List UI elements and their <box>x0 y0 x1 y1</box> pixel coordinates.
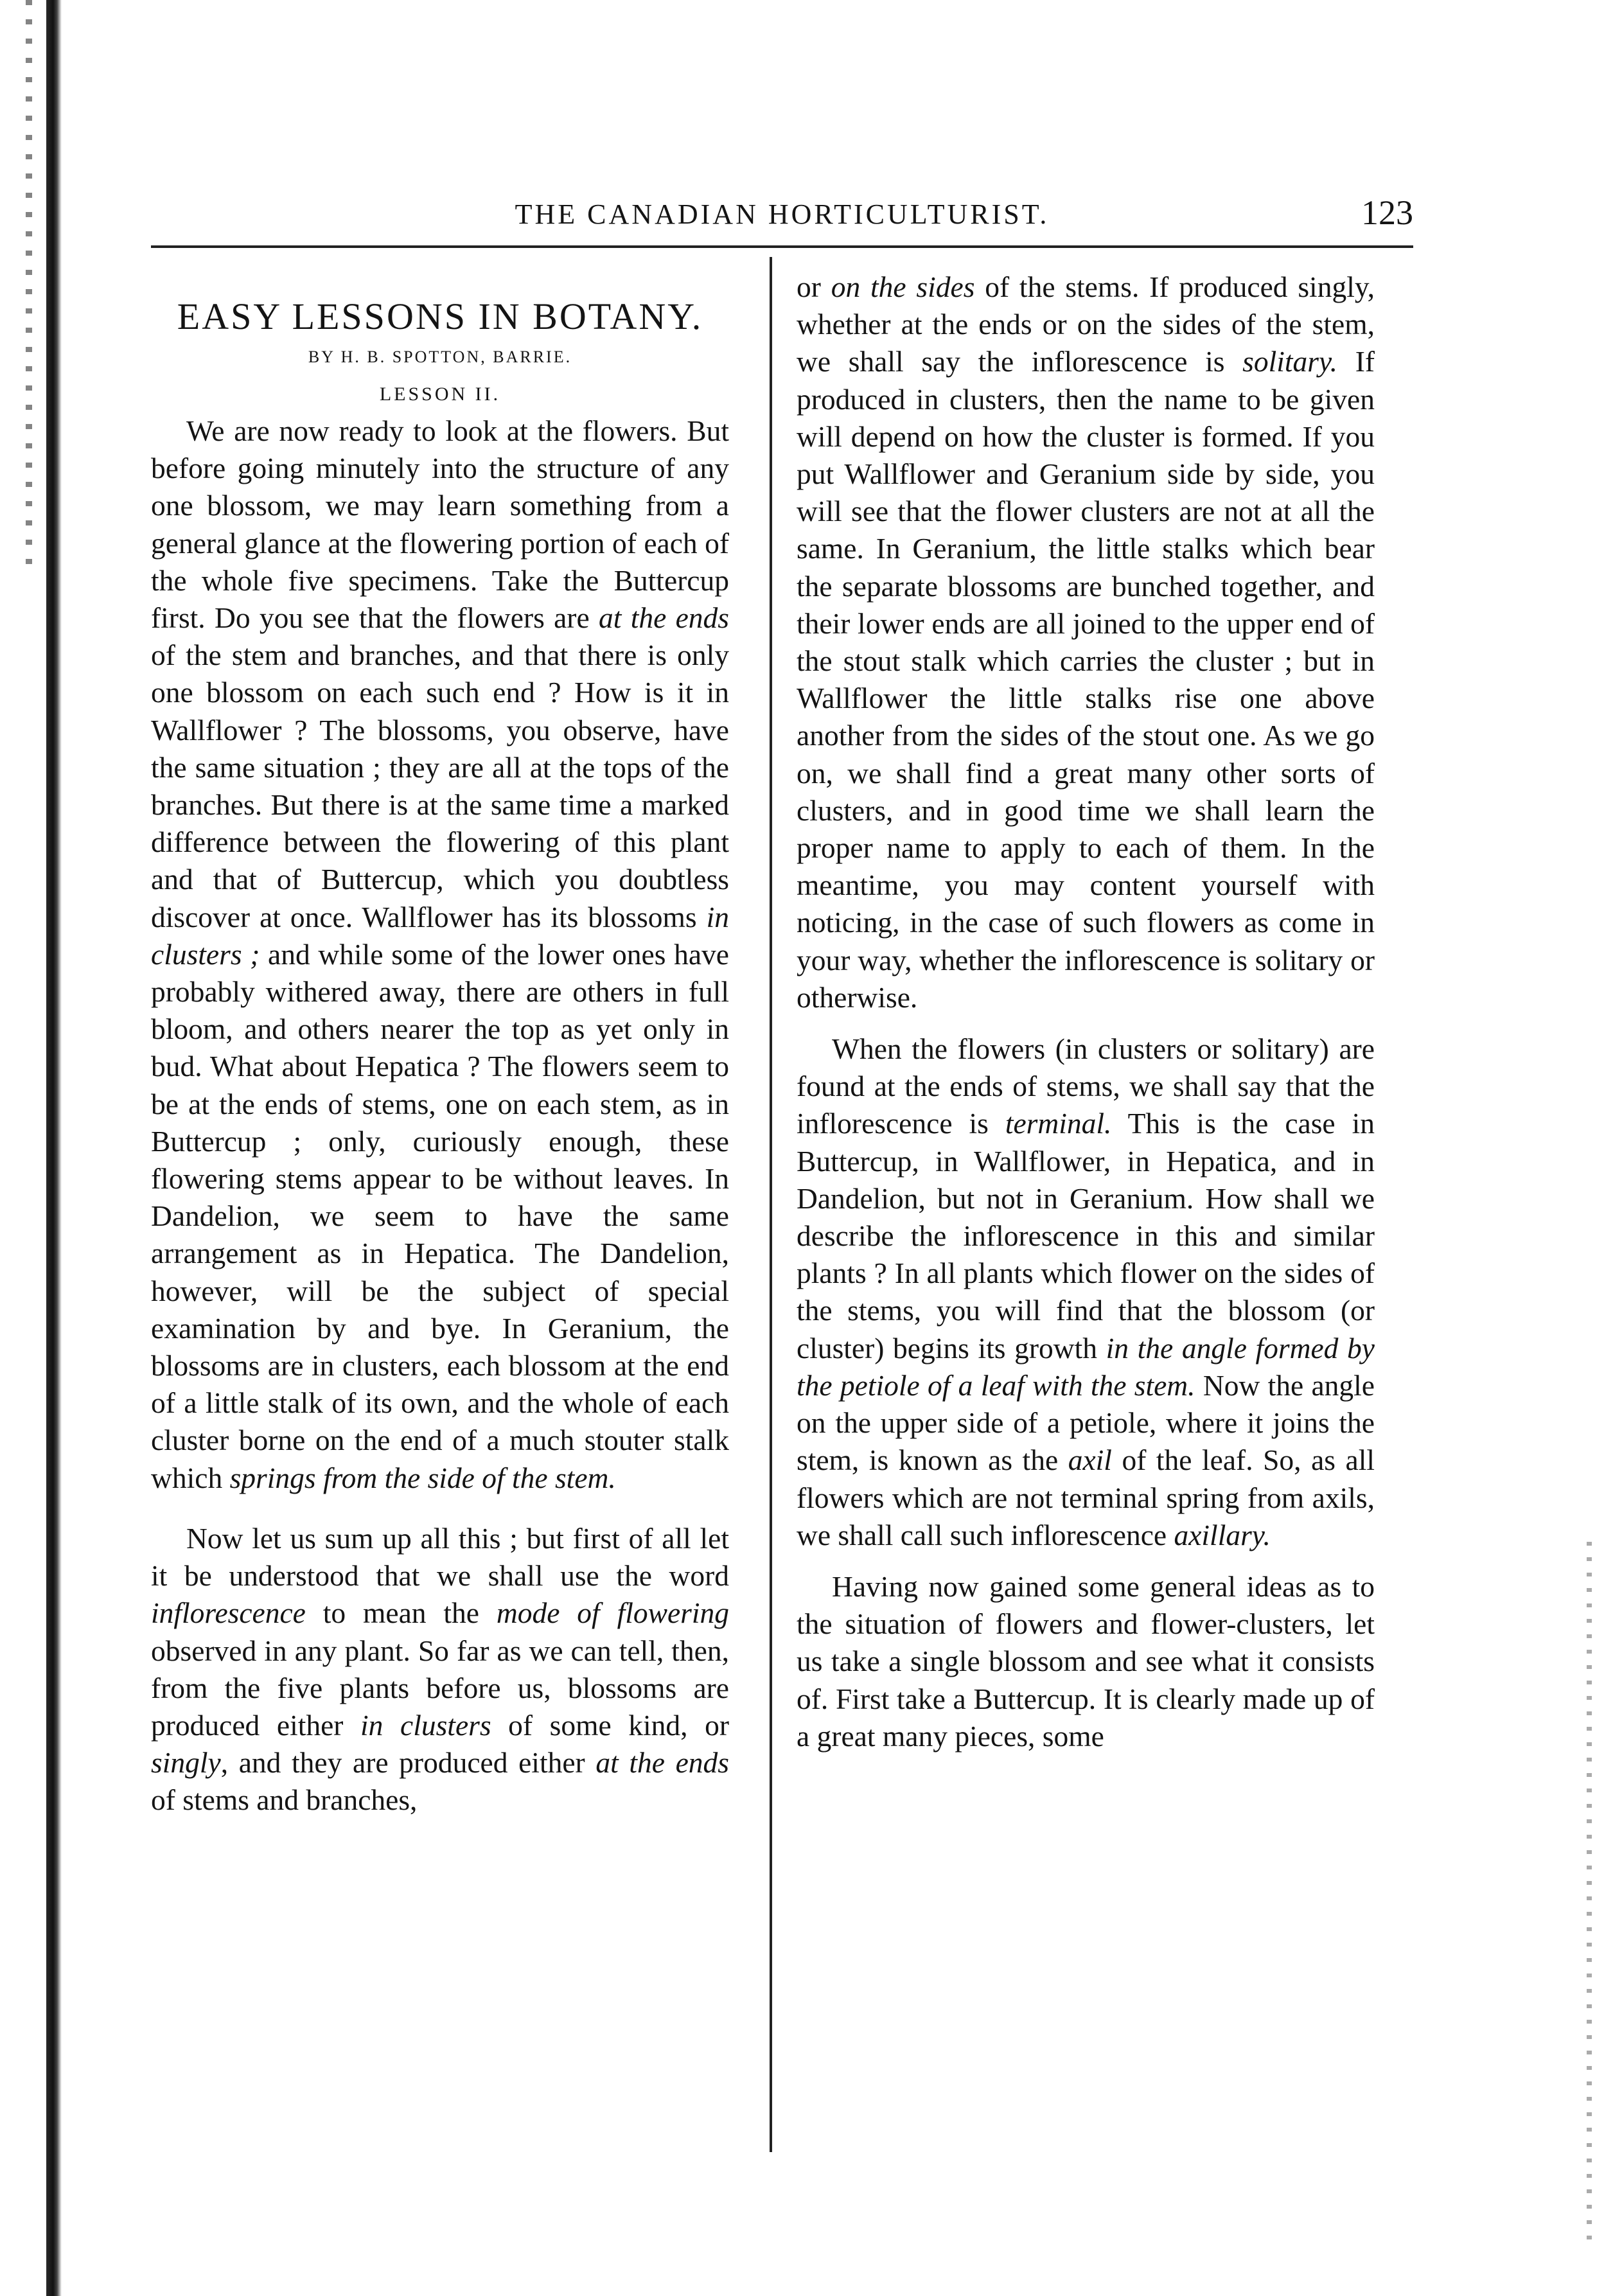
emphasis: in clusters <box>360 1708 491 1742</box>
left-column <box>151 269 729 1819</box>
page-edge-specks <box>26 0 32 578</box>
paragraph: When the flowers (in clusters or solitary) are found at the ends of stems, we shall say that the inflorescence is terminal. This is the case in Buttercup, in Wallflower, in Hepatica, and in Dandelion, but not in Geranium. How shall we describe the inflorescence in this and similar plants ? In all plants which flower on the sides of the stems, you will find that the blossom (or cluster) begins its growth in the angle formed by the petiole of a leaf with the stem. Now the angle on the upper side of a petiole, where it joins the stem, is known as the axil of the leaf. So, as all flowers which are not terminal spring from axils, we shall call such inflorescence axillary. <box>797 1032 1375 1551</box>
column-rule <box>770 257 772 2152</box>
page-number: 123 <box>1361 193 1413 232</box>
paragraph: Having now gained some general ideas as to the situation of flowers and flower-clusters, let us take a single blossom and see what it consists of. First take a Buttercup. It is clearly made up of a great many pieces, some <box>797 1569 1375 1753</box>
emphasis: on the sides <box>831 270 975 303</box>
header-rule <box>151 245 1413 248</box>
paragraph: or on the sides of the stems. If produced singly, whether at the ends or on the sides of the stem, we shall say the inflorescence is solitary. If produced in clusters, then the name to be given will depend on how the cluster is formed. If you put Wallflower and Geranium side by side, you will see that the flower clusters are not at all the same. In Geranium, the little stalks which bear the separate blossoms are bunched together, and their lower ends are all joined to the upper end of the stout stalk which carries the cluster ; but in Wallflower the little stalks rise one above another from the sides of the stout one. As we go on, we shall find a great many other sorts of clusters, and in good time we shall learn the proper name to apply to each of them. In the meantime, you may content yourself with noticing, in the case of such flowers as come in your way, whether the inflorescence is solitary or otherwise. <box>797 270 1375 1014</box>
paragraph: We are now ready to look at the flowers. But before going minutely into the structure of any one blossom, we may learn something from a general glance at the flowering portion of each of the whole five specimens. Take the Buttercup first. Do you see that the flowers are at the ends of the stem and branches, and that there is only one blossom on each such end ? How is it in Wallflower ? The blossoms, you observe, have the same situation ; they are all at the tops of the branches. But there is at the same time a marked difference between the flowering of this plant and that of Buttercup, which you doubtless discover at once. Wallflower has its blossoms in clusters ; and while some of the lower ones have probably withered away, there are others in full bloom, and others nearer the top as yet only in bud. What about Hepatica ? The flowers seem to be at the ends of stems, one on each stem, as in Buttercup ; only, curiously enough, these flowering stems appear to be without leaves. In Dandelion, we seem to have the same arrangement as in Hepatica. The Dandelion, however, will be the subject of special examination by and bye. In Geranium, the blossoms are in clusters, each blossom at the end of a little stalk of its own, and the whole of each cluster borne on the end of a much stouter stalk which springs from the side of the stem. <box>151 414 729 1494</box>
running-head <box>151 193 1413 238</box>
running-title: THE CANADIAN HORTICULTURIST. <box>515 199 1050 230</box>
emphasis: inflorescence <box>151 1596 306 1630</box>
article-byline: BY H. B. SPOTTON, BARRIE. <box>308 348 572 366</box>
emphasis: solitary. <box>1242 345 1338 378</box>
emphasis: axillary. <box>1174 1518 1271 1551</box>
emphasis: terminal. <box>1005 1107 1112 1140</box>
right-column <box>797 269 1375 1755</box>
page-edge-right <box>1587 1542 1592 2248</box>
emphasis: in clusters ; <box>151 900 729 971</box>
page-edge-left <box>46 0 62 2296</box>
emphasis: at the ends <box>598 601 729 635</box>
emphasis: singly <box>151 1746 221 1779</box>
emphasis: at the ends <box>595 1746 729 1779</box>
article-title: EASY LESSONS IN BOTANY. <box>177 296 703 337</box>
emphasis: mode of flowering <box>496 1596 729 1630</box>
lesson-heading: LESSON II. <box>379 384 501 405</box>
emphasis: springs from the side of the stem. <box>229 1461 616 1494</box>
emphasis: in the angle formed by the petiole of a leaf with the stem. <box>797 1331 1375 1402</box>
paragraph: Now let us sum up all this ; but first of all let it be understood that we shall use the word inflorescence to mean the mode of flowering observed in any plant. So far as we can tell, then, from the five plants before us, blossoms are produced either in clusters of some kind, or singly, and they are produced either at the ends of stems and branches, <box>151 1521 729 1817</box>
emphasis: axil <box>1068 1444 1112 1477</box>
